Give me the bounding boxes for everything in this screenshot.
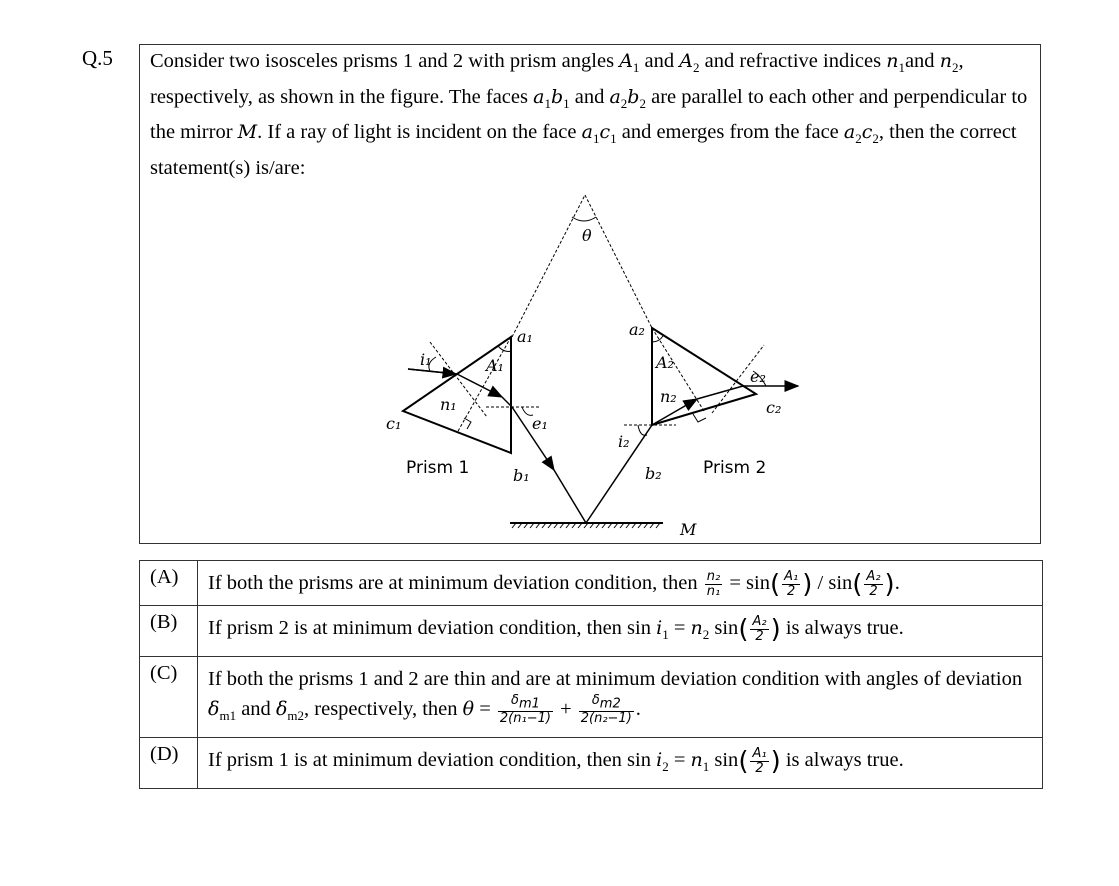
prism-mirror-figure (140, 45, 1042, 545)
b2-label: b₂ (645, 464, 662, 483)
a2-label: a₂ (629, 320, 645, 339)
option-d[interactable] (140, 737, 1043, 788)
b1-label: b₁ (513, 466, 530, 485)
e1-label: e₁ (532, 414, 548, 433)
option-a-text: If both the prisms are at minimum deviation condition, then $\frac{\text{n₂}}{\text{n₁}}$ = sin( $\frac{\text{A₁}}{2}$ ) / sin( $\frac{\text{A₂}}{2}$ ). (198, 561, 1043, 606)
option-b-text: If prism 2 is at minimum deviation condition, then $\sin i_1 = n_2$ sin( $\frac{\text{A₂}}{2}$ ) is always true. (198, 605, 1043, 656)
prism-2-label: Prism 2 (703, 458, 767, 478)
mirror-label: M (680, 520, 697, 539)
A2-label: A₂ (656, 353, 674, 372)
apex-extension-left (512, 195, 585, 337)
option-a-label: (A) (140, 561, 198, 606)
option-c[interactable] (140, 656, 1043, 737)
apex-extension-right (585, 195, 652, 328)
option-b[interactable] (140, 605, 1043, 656)
theta-arc (572, 217, 596, 221)
a1-label: a₁ (517, 327, 533, 346)
question-stem: Consider two isosceles prisms 1 and 2 with prism angles $A_1$ and $A_2$ and refractive indices $n_1and$ $n_2$, respectively, as shown in the figure. The faces $a_1b_1$ and $a_2b_2$ are parallel to each other and perpendicular to the mirror M. If a ray of light is incident on the face $a_1c_1$ and emerges from the face $a_2c_2$, then the correct statement(s) is/are: (150, 50, 1028, 179)
options-table (139, 560, 1043, 789)
theta-label: θ (582, 226, 592, 245)
n1-label: n₁ (440, 395, 457, 414)
option-b-label: (B) (140, 605, 198, 656)
prism-1-label: Prism 1 (406, 458, 470, 478)
c2-label: c₂ (766, 398, 782, 417)
e2-label: e₂ (750, 367, 766, 386)
option-c-label: (C) (140, 656, 198, 737)
option-d-text: If prism 1 is at minimum deviation condition, then $\sin i_2 = n_1$ sin( $\frac{\text{A₁}}{2}$ ) is always true. (198, 737, 1043, 788)
i1-label: i₁ (420, 350, 432, 369)
n2-label: n₂ (660, 387, 677, 406)
c1-label: c₁ (386, 414, 402, 433)
option-d-label: (D) (140, 737, 198, 788)
option-a[interactable] (140, 561, 1043, 606)
option-c-text: If both the prisms 1 and 2 are thin and are at minimum deviation condition with angles of deviation $\delta_{m1}$ and $\delta_{m2}$, respectively, then θ = $\frac{\delta_{m1}}{\text{2(n₁−1)}}$ + $\frac{\delta_{m2}}{\text{2(n₂−1)}}$ . (198, 656, 1043, 737)
question-number: Q.5 (82, 46, 113, 70)
A1-label: A₁ (486, 356, 504, 375)
question-box (139, 44, 1041, 544)
i2-label: i₂ (618, 432, 630, 451)
